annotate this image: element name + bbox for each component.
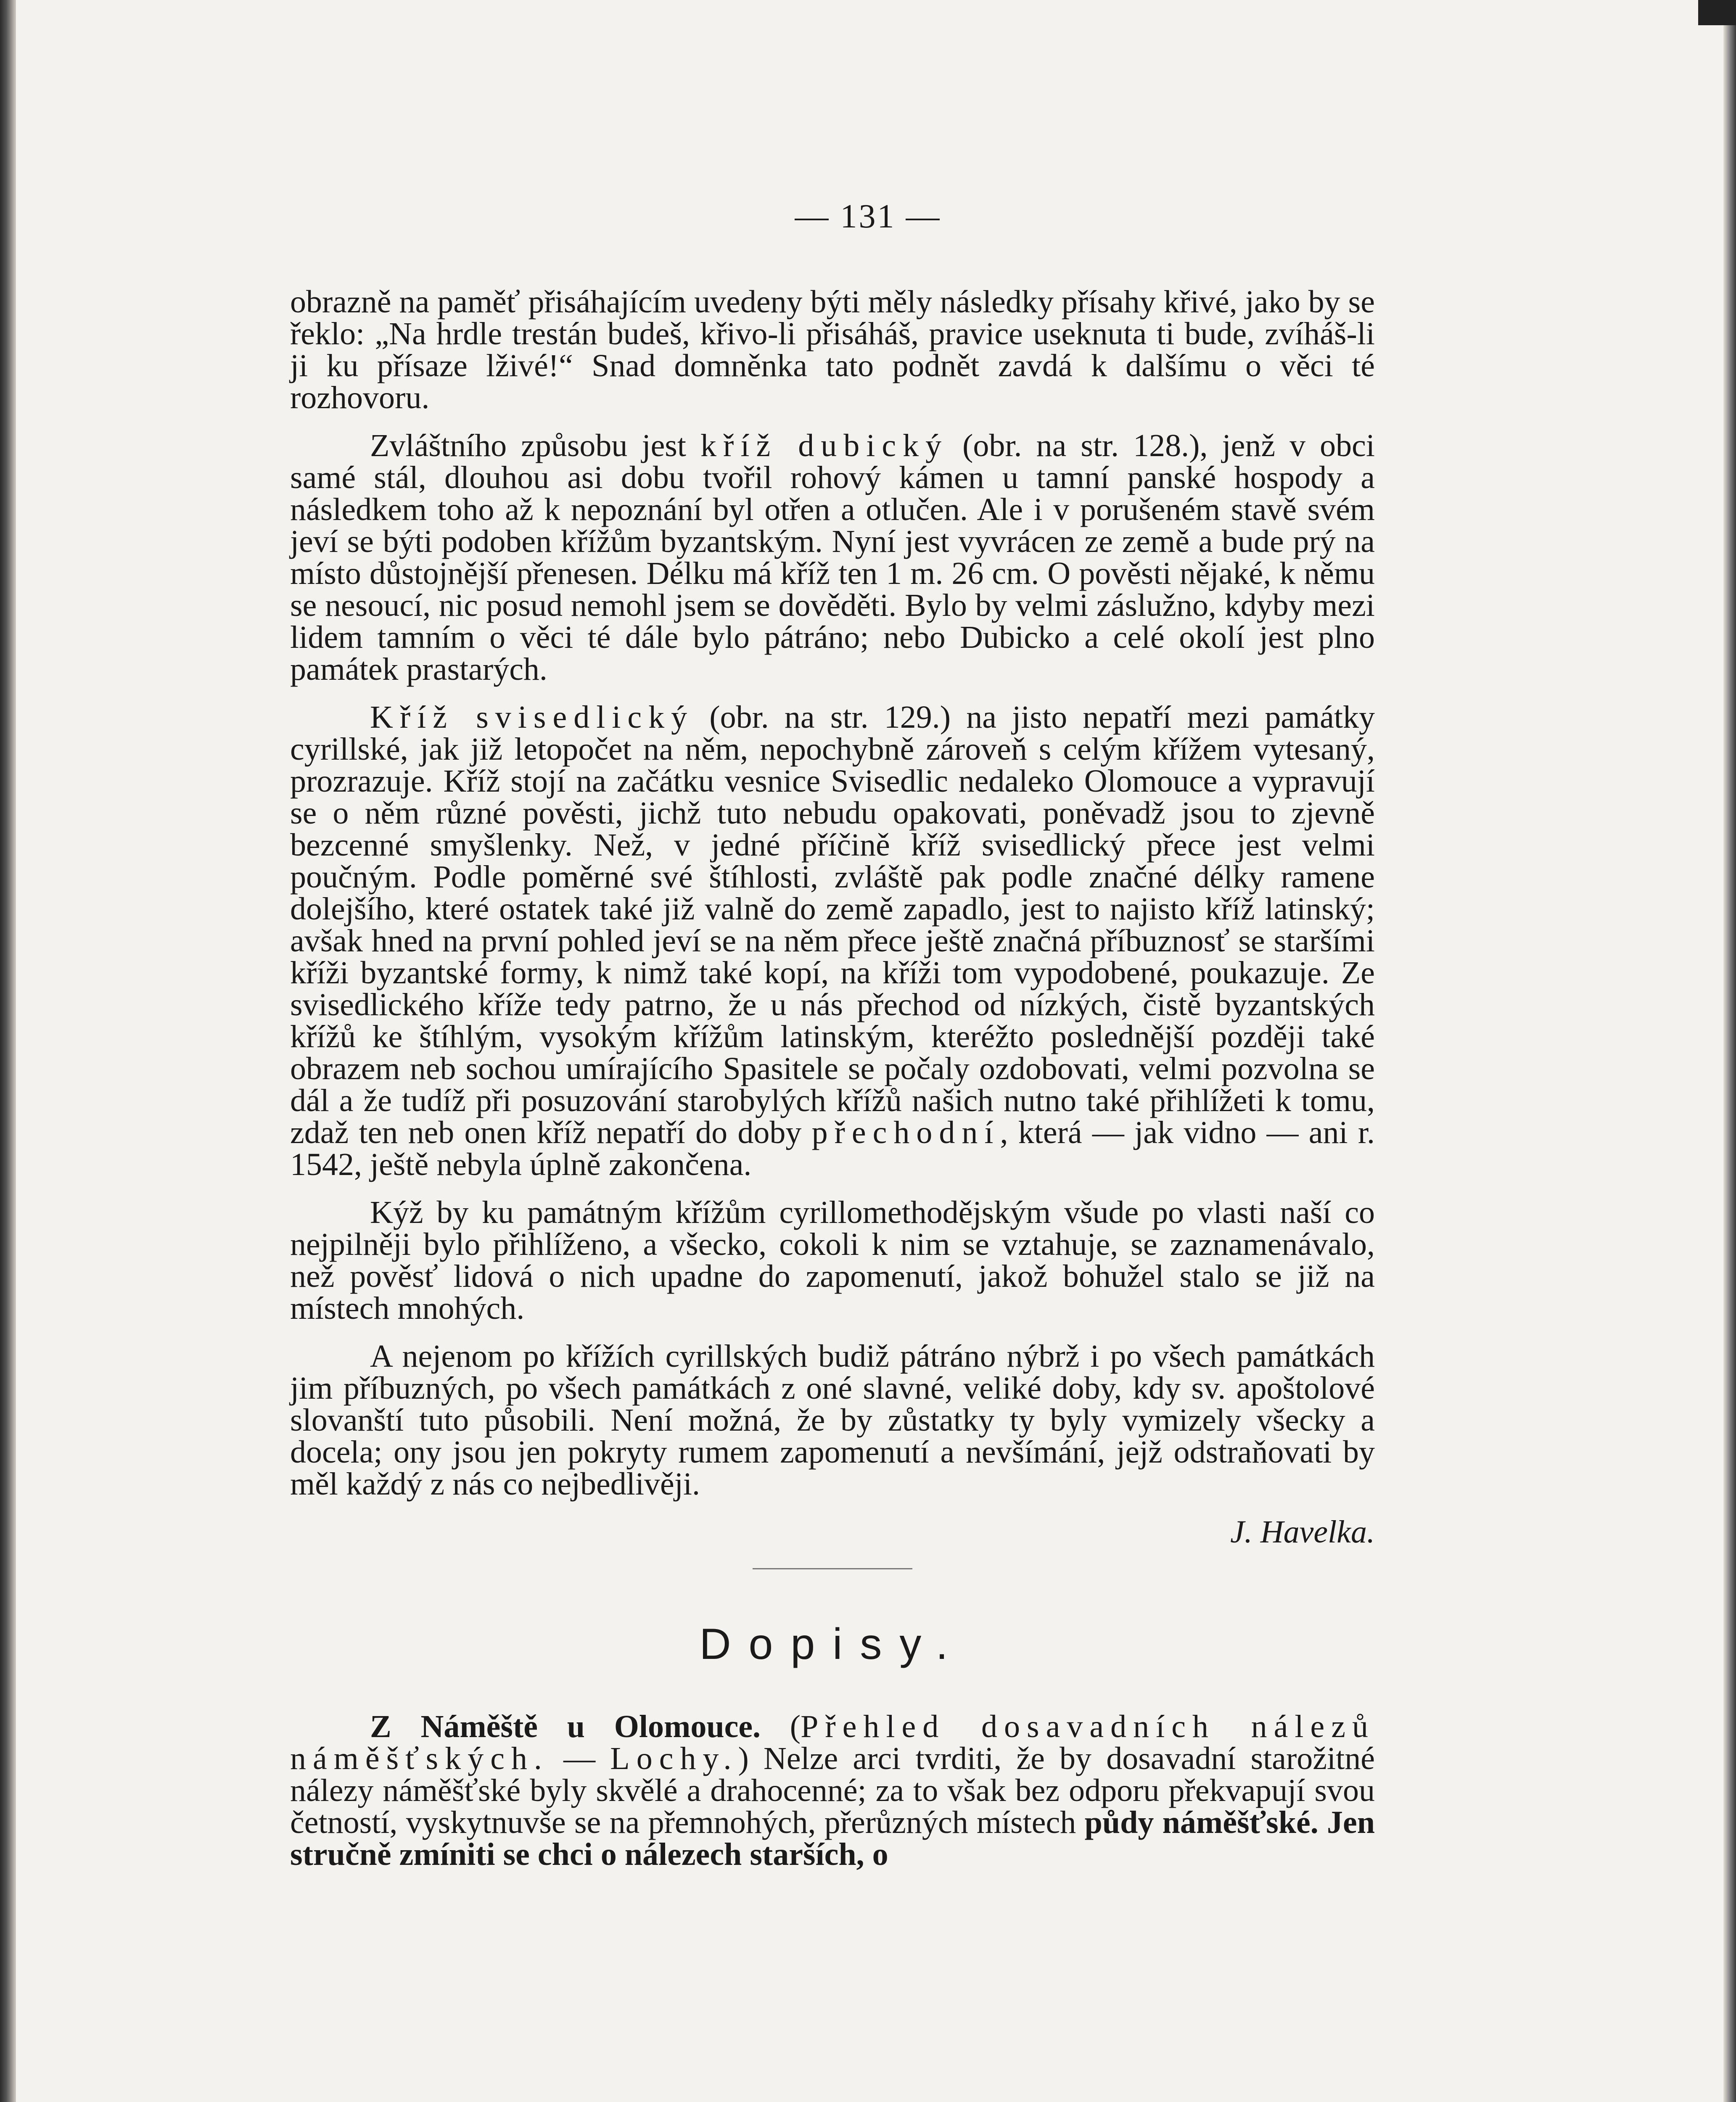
paragraph-2-part-c: (obr. na str. 128.), jenž v obci samé stál, dlouhou asi dobu tvořil rohový kámen u tamní panské hospody a následkem toho až k nepoznání byl otřen a otlučen. Ale i v porušeném stavě svém jeví se býti podoben křížům byzantským. Nyní jest vyvrácen ze země a bude prý na místo důstojnější přenesen. Délku má kříž ten 1 m. 26 cm. O pověsti nějaké, k němu se nesoucí, nic posud nemohl jsem se dověděti. Bylo by velmi záslužno, kdyby mezi lidem tamním o věci té dále bylo pátráno; nebo Dubicko a celé okolí jest plno památek prastarých. — [290, 428, 1375, 687]
dopisy-text-a: ) Nelze arci tvrditi, že by dosavadní starožitné nálezy náměšťské byly skvělé a drahocenné; za to však bez odporu překvapují svou četností, vyskytnuvše se na přemnohých, přerůzných místech — [290, 1741, 1375, 1840]
scan-edge-left — [0, 0, 16, 2102]
scan-edge-right — [1723, 0, 1736, 2102]
paragraph-5: A nejenom po křížích cyrillských budiž pátráno nýbrž i po všech památkách jim příbuzných, po všech památkách z oné slavné, veliké doby, kdy sv. apoštolové slovanští tuto působili. Není možná, že by zůstatky ty byly vymizely všecky a docela; ony jsou jen pokryty rumem zapomenutí a nevšímání, jejž odstraňovati by měl každý z nás co nejbedlivěji. — [290, 1339, 1375, 1502]
dopisy-lead: Z Náměště u Olomouce. — [370, 1709, 761, 1744]
section-divider — [753, 1568, 912, 1569]
paragraph-2-part-a: Zvláštního způsobu jest — [370, 428, 701, 463]
paragraph-3-part-d: , která — jak vidno — ani r. 1542, ještě nebyla úplně zakončena. — [290, 1115, 1375, 1182]
scan-corner — [1698, 0, 1736, 25]
dopisy-dash: — — [548, 1741, 610, 1776]
paragraph-1: obrazně na paměť přisáhajícím uvedeny býti měly následky přísahy křivé, jako by se řeklo: „Na hrdle trestán budeš, křivo-li přisáháš, pravice useknuta ti bude, zvíháš-li ji ku přísaze lživé!“ Snad domněnka tato podnět zavdá k dalšímu o věci té rozhovoru. — [290, 284, 1375, 415]
dopisy-paragraph — [290, 1711, 1375, 1870]
paragraph-3 — [290, 701, 1375, 1180]
spaced-term-kriz-dubicky: kříž dubický — [700, 428, 949, 463]
spaced-term-prehled: Přehled dosavadních nálezů náměšťských. — [290, 1709, 1375, 1776]
author-signature: J. Havelka. — [1230, 1514, 1375, 1550]
section-heading: Dopisy. — [699, 1620, 966, 1669]
spaced-term-kriz-svisedlicky: Kříž svisedlický — [370, 700, 694, 735]
dopisy-paren-open: ( — [761, 1709, 801, 1744]
spaced-term-lochy: Lochy. — [610, 1741, 738, 1776]
paragraph-3-part-b: (obr. na str. 129.) na jisto nepatří mezi památky cyrillské, jak již letopočet na něm, nepochybně zároveň s celým křížem vytesaný, prozrazuje. Kříž stojí na začátku vesnice Svisedlic nedaleko Olomouce a vypravují se o něm různé pověsti, jichž tuto nebudu opakovati, poněvadž jsou to zjevně bezcenné smyšlenky. Než, v jedné příčině kříž svisedlický přece jest velmi poučným. Podle poměrné své štíhlosti, zvláště pak podle značné délky ramene dolejšího, které ostatek také již valně do země zapadlo, jest to najisto kříž latinský; avšak hned na první pohled jeví se na něm přece ještě značná příbuznosť se staršími kříži byzantské formy, k nimž také kopí, na kříži tom vypodobené, poukazuje. Ze svisedlického kříže tedy patrno, že u nás přechod od nízkých, čistě byzantských křížů ke štíhlým, vysokým křížům latinským, kteréžto poslednější později také obrazem neb sochou umírajícího Spasitele se počaly ozdobovati, velmi pozvolna se dál a že tudíž při posuzování starobylých křížů našich nutno také přihlížeti k tomu, zdaž ten neb onen kříž nepatří do doby — [290, 700, 1375, 1150]
dopisy-text-b: půdy náměšťské. Jen stručně zmíniti se chci o nálezech starších, o — [290, 1805, 1375, 1872]
page-number: — 131 — — [795, 198, 941, 235]
spaced-term-prechodni: přechodní — [811, 1115, 1000, 1150]
text-column — [290, 286, 1375, 1886]
paragraph-2 — [290, 430, 1375, 685]
paragraph-4: Kýž by ku památným křížům cyrillomethodějským všude po vlasti naší co nejpilněji bylo přihlíženo, a všecko, cokoli k nim se vztahuje, se zaznamenávalo, než pověsť lidová o nich upadne do zapomenutí, jakož bohužel stalo se již na místech mnohých. — [290, 1195, 1375, 1326]
